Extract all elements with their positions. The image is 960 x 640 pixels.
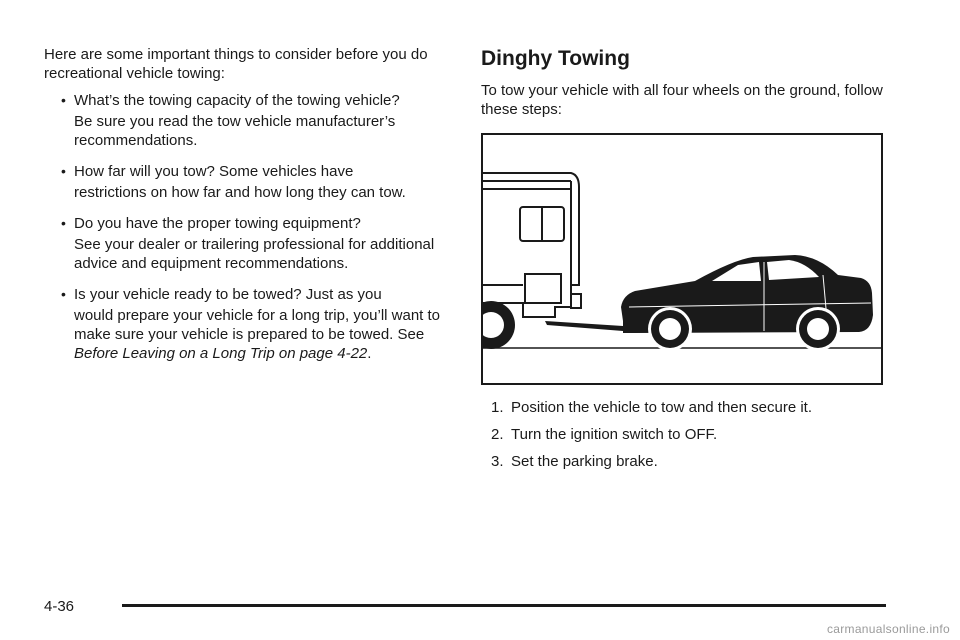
list-item — [491, 452, 901, 471]
motorhome-wheel-icon — [483, 301, 515, 349]
section-intro: To tow your vehicle with all four wheels on the ground, follow these steps: — [481, 82, 883, 118]
left-column — [44, 45, 454, 375]
cross-reference-link[interactable]: Before Leaving on a Long Trip on page 4-22 — [74, 345, 368, 362]
page-number: 4-36 — [44, 598, 75, 615]
bullet-question: How far will you tow? Some vehicles have — [74, 163, 354, 180]
watermark: carmanualsonline.info — [826, 622, 950, 636]
list-item — [61, 214, 454, 273]
bullet-answer-text: would prepare your vehicle for a long trip, you’ll want to make sure your vehicle is prepared to be towed. See — [74, 307, 441, 343]
bullet-question: Do you have the proper towing equipment? — [74, 215, 361, 232]
step-text: Position the vehicle to tow and then secure it. — [511, 399, 813, 416]
towing-steps-list — [481, 398, 901, 471]
dinghy-towing-illustration — [481, 133, 883, 385]
bullet-answer: restrictions on how far and how long they can tow. — [74, 184, 406, 201]
bullet-icon: • — [61, 215, 66, 231]
towing-diagram — [483, 135, 883, 385]
list-item — [61, 285, 454, 363]
right-column — [481, 45, 901, 479]
page-footer — [44, 598, 886, 618]
car-front-wheel-icon — [648, 307, 692, 351]
intro-paragraph: Here are some important things to consider before you do recreational vehicle towing: — [44, 46, 428, 82]
bullet-icon: • — [61, 163, 66, 179]
bullet-icon: • — [61, 92, 66, 108]
bullet-answer: See your dealer or trailering professional for additional advice and equipment recommendations. — [74, 236, 435, 272]
list-item — [61, 162, 454, 202]
considerations-list — [44, 91, 454, 363]
bullet-answer — [74, 306, 454, 363]
section-title: Dinghy Towing — [481, 47, 630, 70]
motorhome-icon — [483, 173, 581, 317]
bullet-answer-tail: . — [367, 345, 372, 362]
step-text: Turn the ignition switch to OFF. — [511, 426, 718, 443]
bullet-icon: • — [61, 286, 66, 302]
bullet-answer: Be sure you read the tow vehicle manufacturer’s recommendations. — [74, 113, 396, 149]
bullet-question: Is your vehicle ready to be towed? Just as you — [74, 286, 382, 303]
bullet-question: What’s the towing capacity of the towing vehicle? — [74, 92, 400, 109]
tow-bar-icon — [545, 321, 623, 331]
step-text: Set the parking brake. — [511, 453, 658, 470]
step-number: 2. — [491, 426, 504, 443]
list-item — [491, 425, 901, 444]
step-number: 1. — [491, 399, 504, 416]
list-item — [61, 91, 454, 150]
car-rear-wheel-icon — [796, 307, 840, 351]
footer-rule — [122, 604, 886, 607]
step-number: 3. — [491, 453, 504, 470]
list-item — [491, 398, 901, 417]
